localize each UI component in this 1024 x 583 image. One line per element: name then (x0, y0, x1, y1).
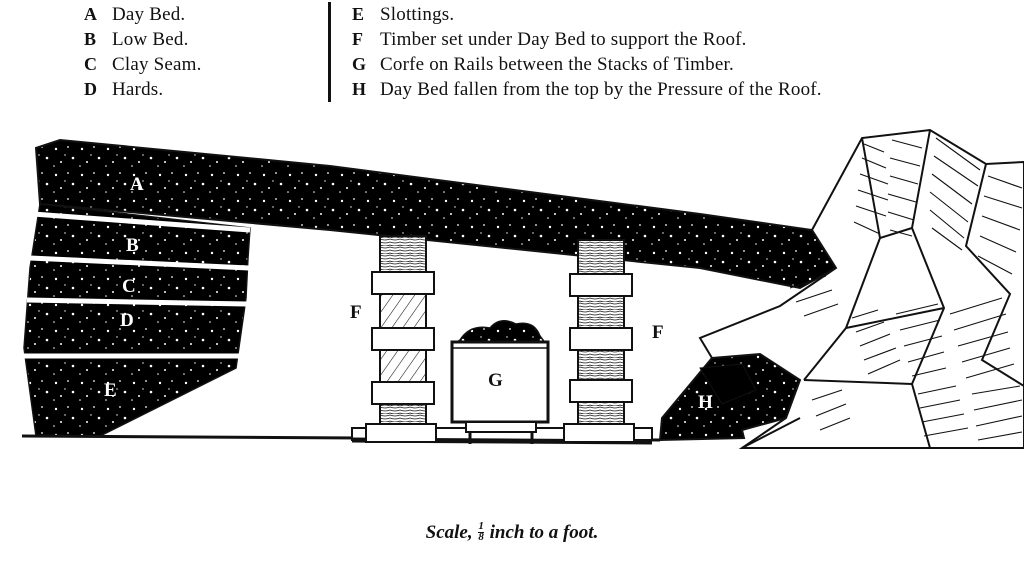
legend-item (84, 29, 202, 54)
scale-caption (0, 522, 1024, 544)
legend-key: G (352, 54, 367, 74)
legend-label: Timber set under Day Bed to support the Roof. (380, 29, 747, 50)
timber-stack-left (366, 236, 436, 442)
legend-item (352, 4, 822, 29)
legend-column-right (352, 4, 822, 104)
legend-key: A (84, 4, 97, 24)
timber-stack-right (564, 240, 634, 442)
scale-fraction (478, 522, 484, 543)
legend-item (84, 54, 202, 79)
legend-label: Hards. (112, 79, 164, 100)
scale-prefix: Scale, (425, 522, 473, 543)
figure-label-d: D (120, 310, 134, 331)
legend-divider (328, 2, 331, 102)
legend-column-left (84, 4, 202, 104)
figure-label-g: G (488, 370, 503, 391)
legend-item (84, 4, 202, 29)
scale-fraction-denominator: 8 (478, 531, 484, 543)
legend-label: Low Bed. (112, 29, 189, 50)
figure-label-b: B (126, 235, 139, 256)
scale-fraction-numerator: 1 (478, 520, 484, 533)
legend (0, 0, 1024, 118)
legend-label: Corfe on Rails between the Stacks of Timber. (380, 54, 734, 75)
legend-key: E (352, 4, 365, 24)
legend-item (84, 79, 202, 104)
figure-label-a: A (130, 174, 144, 195)
scale-suffix: inch to a foot. (489, 522, 599, 543)
legend-item (352, 29, 822, 54)
mine-section-illustration (0, 118, 1024, 518)
legend-key: F (352, 29, 363, 49)
legend-label: Day Bed. (112, 4, 186, 25)
legend-key: C (84, 54, 97, 74)
legend-key: H (352, 79, 367, 99)
figure-label-h: H (698, 392, 713, 413)
legend-label: Slottings. (380, 4, 455, 25)
legend-item (352, 79, 822, 104)
legend-item (352, 54, 822, 79)
figure-label-c: C (122, 276, 136, 297)
figure-label-f-left: F (350, 302, 362, 323)
figure-label-e: E (104, 380, 117, 401)
figure-label-f-right: F (652, 322, 664, 343)
legend-key: D (84, 79, 97, 99)
legend-label: Day Bed fallen from the top by the Pressure of the Roof. (380, 79, 822, 100)
legend-label: Clay Seam. (112, 54, 202, 75)
legend-key: B (84, 29, 97, 49)
